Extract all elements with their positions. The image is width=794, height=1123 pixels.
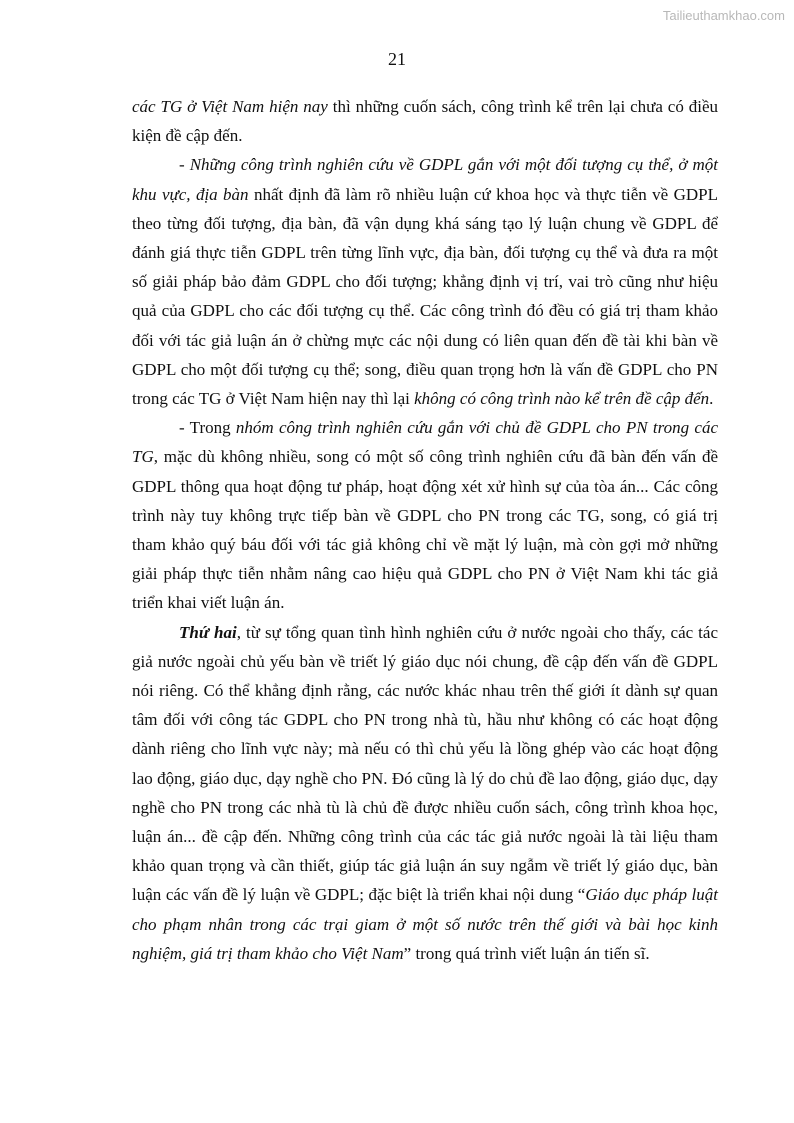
- text-run: không có công trình nào kể trên đề cập đến: [414, 389, 710, 409]
- text-run: - Trong: [179, 418, 236, 438]
- text-run: Giáo dục pháp luật cho phạm nhân trong các trại giam ở một số nước trên thế giới và bài học kinh nghiệm, giá trị tham khảo cho Việt Nam: [132, 885, 718, 963]
- text-run: , mặc dù không nhiều, song có một số công trình nghiên cứu đã bàn đến vấn đề GDPL thông qua hoạt động tư pháp, hoạt động xét xử hình sự của tòa án... Các công trình này tuy không trực tiếp bàn về GDPL cho PN trong các TG, song, có giá trị tham khảo quý báu đối với tác giả không chỉ về mặt lý luận, mà còn gợi mở những giải pháp thực tiễn nhằm nâng cao hiệu quả GDPL cho PN ở Việt Nam khi tác giả triển khai viết luận án.: [132, 447, 718, 613]
- text-run: Những công trình nghiên cứu về GDPL gắn với một đối tượng cụ thể, ở một khu vực, địa bàn: [132, 155, 718, 204]
- paragraph: [132, 618, 718, 968]
- text-run: các TG ở Việt Nam hiện nay: [132, 97, 328, 116]
- text-run: nhóm công trình nghiên cứu gắn với chủ đề GDPL cho PN trong các TG: [132, 418, 718, 467]
- text-run: , từ sự tổng quan tình hình nghiên cứu ở nước ngoài cho thấy, các tác giả nước ngoài chủ yếu bàn về triết lý giáo dục nói chung, đề cập đến vấn đề GDPL nói riêng. Có thể khẳng định rằng, các nước khác nhau trên thế giới ít dành sự quan tâm đối với công tác GDPL cho PN trong nhà tù, hầu như không có các hoạt động dành riêng cho lĩnh vực này; mà nếu có thì chủ yếu là lồng ghép vào các hoạt động lao động, giáo dục, dạy nghề cho PN. Đó cũng là lý do chủ đề lao động, giáo dục, dạy nghề cho PN trong các nhà tù là chủ đề được nhiều cuốn sách, công trình khoa học, luận án... đề cập đến. Những công trình của các tác giả nước ngoài là tài liệu tham khảo quan trọng và cần thiết, giúp tác giả luận án suy ngẫm về triết lý giáo dục, bàn luận các vấn đề lý luận về GDPL; đặc biệt là triển khai nội dung “: [132, 622, 719, 905]
- document-body: [132, 92, 718, 968]
- text-run: .: [709, 389, 714, 409]
- text-run: ” trong quá trình viết luận án tiến sĩ.: [403, 943, 650, 963]
- text-run: Thứ hai: [179, 622, 237, 642]
- text-run: thì những cuốn sách, công trình kể trên lại chưa có điều kiện đề cập đến.: [132, 97, 718, 146]
- text-run: nhất định đã làm rõ nhiều luận cứ khoa học và thực tiễn về GDPL theo từng đối tượng, địa bàn, đã vận dụng khá sáng tạo lý luận chung về GDPL để đánh giá thực tiễn GDPL trên từng lĩnh vực, địa bàn, đối tượng cụ thể và đưa ra một số giải pháp bảo đảm GDPL cho đối tượng; khẳng định vị trí, vai trò cũng như hiệu quả của GDPL cho các đối tượng cụ thể. Các công trình đó đều có giá trị tham khảo đối với tác giả luận án ở chừng mực các nội dung có liên quan đến đề tài khi bàn về GDPL cho một đối tượng cụ thể; song, điều quan trọng hơn là vấn đề GDPL cho PN trong các TG ở Việt Nam hiện nay thì lại: [132, 184, 718, 409]
- paragraph: [132, 413, 718, 617]
- text-run: -: [179, 155, 190, 175]
- paragraph: [132, 150, 718, 413]
- watermark: Tailieuthamkhao.com: [662, 8, 785, 23]
- paragraph: [132, 92, 718, 150]
- page-number: 21: [388, 49, 406, 69]
